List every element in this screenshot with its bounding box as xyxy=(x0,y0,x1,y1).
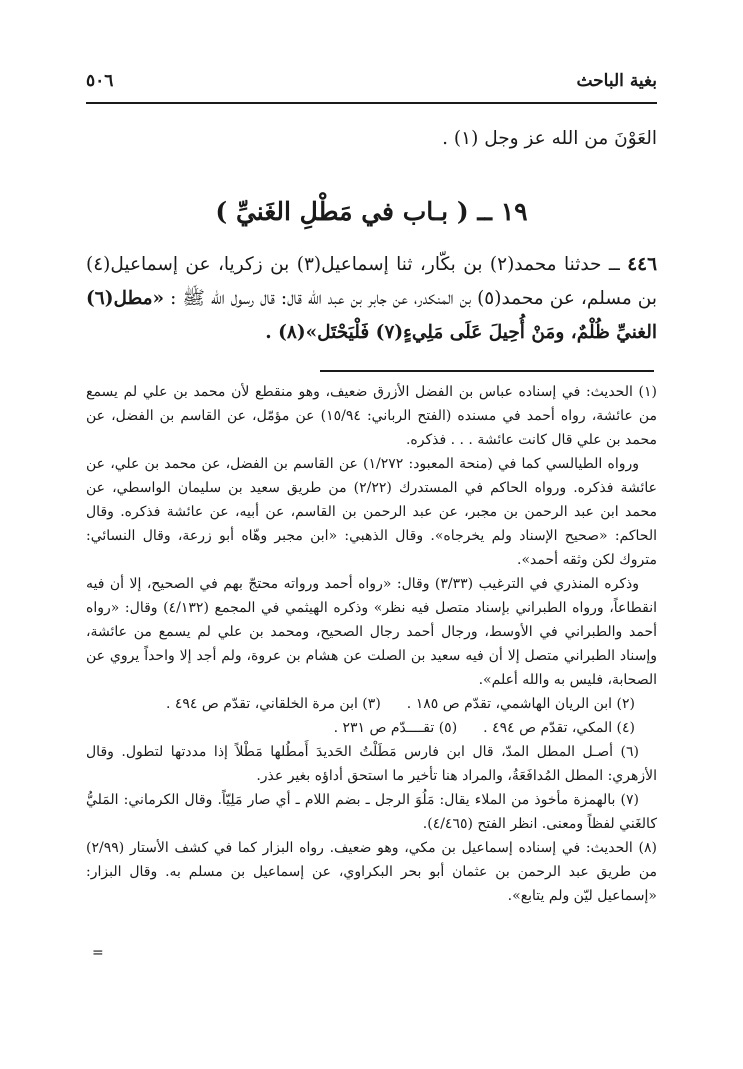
footnote-5: (٥) تقــــدّم ص ٢٣١ . xyxy=(333,720,458,736)
hadith-matn: «مطل(٦) الغنيِّ ظُلْمٌ، ومَنْ أُحِيلَ عَلَى مَلِيءٍ(٧) فَلْيَحْتَل»(٨) . xyxy=(86,288,657,343)
footnote-row-2-3 xyxy=(86,692,657,716)
footnote-6: (٦) أصـل المطل المدّ، قال ابن فارس مَطَلْتُ الحَديدَ أَمطُلها مَطْلاً إذا مددتها لتطول. وقال الأزهري: المطل المُدافَعَةُ، والمراد هنا تأخير ما استحق أداؤه بغير عذر. xyxy=(86,744,657,784)
footnote-1a: (١) الحديث: في إسناده عباس بن الفضل الأزرق ضعيف، وهو منقطع لأن محمد بن علي لم يسمع من عائشة، رواه أحمد في مسنده (الفتح الرباني: ١٥/٩٤) عن مؤمّل، عن القاسم بن الفضل، عن محمد بن علي قال كانت عائشة . . . فذكره. xyxy=(86,384,658,448)
hadith-isnad: ــ حدثنا محمد(٢) بن بكّار، ثنا إسماعيل(٣) بن زكريا، عن إسماعيل(٤) بن مسلم، عن محمد(٥) بن المنكدر، عن جابر بن عبد الله قال: قال رسول الله ﷺ : xyxy=(86,254,658,309)
footnote-2: (٢) ابن الريان الهاشمي، تقدّم ص ١٨٥ . xyxy=(406,696,635,712)
footnote-7: (٧) بالهمزة مأخوذ من الملاء يقال: مَلُوَ الرجل ـ بضم اللام ـ أي صار مَلِيّاً. وقال الكرماني: المَليُّ كالغَني لفظاً ومعنى. انظر الفتح (٤/٤٦٥). xyxy=(86,792,657,832)
chapter-title: ١٩ ــ ( بـاب في مَطْلِ الغَنيِّ ) xyxy=(215,197,528,226)
book-title: بغية الباحث xyxy=(576,71,657,91)
hadith-number: ٤٤٦ xyxy=(627,254,658,275)
top-line: العَوْنَ من الله عز وجل (١) . xyxy=(442,128,657,149)
page-number: ٥٠٦ xyxy=(86,71,114,91)
footnote-3: (٣) ابن مرة الخلقاني، تقدّم ص ٤٩٤ . xyxy=(165,696,381,712)
hadith-text xyxy=(86,248,657,350)
footnote-4: (٤) المكي، تقدّم ص ٤٩٤ . xyxy=(483,720,635,736)
footnote-8: (٨) الحديث: في إسناده إسماعيل بن مكي، وهو ضعيف. رواه البزار كما في كشف الأستار (٢/٩٩) من طريق عبد الرحمن بن عثمان أبو بحر البكراوي، عن إسماعيل بن مسلم به. وقال البزار: «إسماعيل ليّن ولم يتابع». xyxy=(86,840,657,904)
footnote-row-4-5 xyxy=(86,716,657,740)
footnote-1b: ورواه الطيالسي كما في (منحة المعبود: ١/٢٧٢) عن القاسم بن الفضل، عن محمد بن علي، عن عائشة فذكره. ورواه الحاكم في المستدرك (٢/٢٢) من طريق سعيد بن سليمان الواسطي، عن محمد ابن عبد الرحمن بن مجبر، عن عبد الرحمن بن القاسم، عن أبيه، عن عائشة فذكره. وقال الحاكم: «صحيح الإسناد ولم يخرجاه». وقال الذهبي: «ابن مجبر وهّاه أبو زرعة، وقال النسائي: متروك لكن وثقه أحمد». xyxy=(86,456,657,568)
footnotes xyxy=(86,380,657,908)
header-rule xyxy=(86,102,657,104)
footnote-separator xyxy=(320,370,654,372)
footnote-1c: وذكره المنذري في الترغيب (٣/٣٣) وقال: «رواه أحمد ورواته محتجّ بهم في الصحيح، إلا أن فيه انقطاعاً، ورواه الطبراني بإسناد متصل فيه نظر» وذكره الهيثمي في المجمع (٤/١٣٢) وقال: «رواه أحمد والطبراني في الأوسط، ورجال أحمد رجال الصحيح، ومحمد بن علي لم يسمع من عائشة، وإسناد الطبراني متصل إلا أن فيه سعيد بن الصلت عن هشام بن عروة، ولم أجد إلا واحداً يروي عن الصحابة، فليس به والله أعلم». xyxy=(86,576,657,688)
page-header xyxy=(86,66,657,96)
continuation-mark: = xyxy=(92,945,104,961)
